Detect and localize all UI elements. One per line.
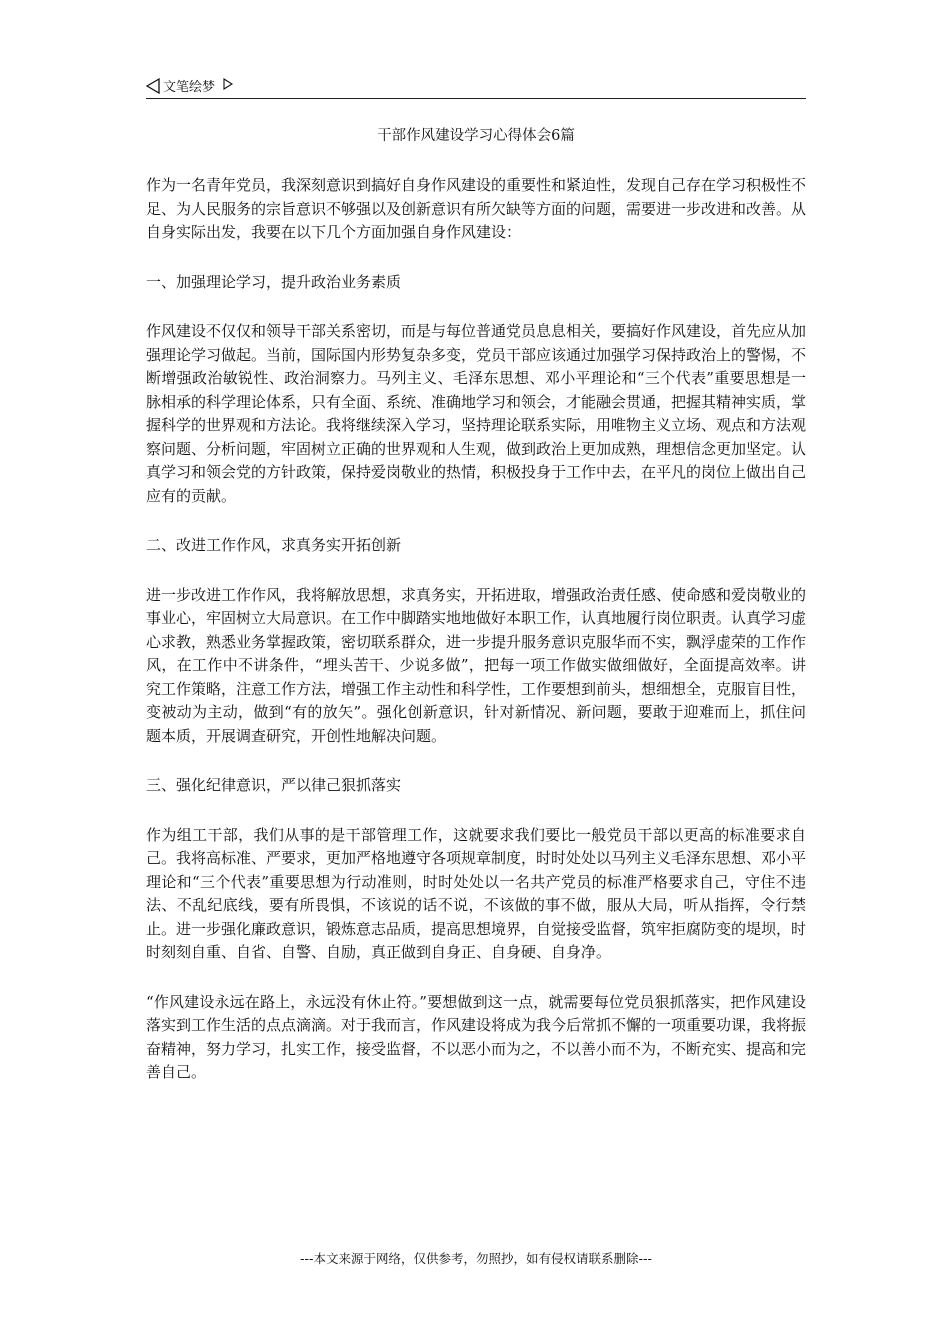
source-disclaimer: ---本文来源于网络，仅供参考，勿照抄，如有侵权请联系删除--- [299, 1251, 653, 1266]
closing-paragraph: “作风建设永远在路上，永远没有休止符。”要想做到这一点，就需要每位党员狠抓落实，把作风建设落实到工作生活的点点滴滴。对于我而言，作风建设将成为我今后常抓不懈的一项重要功课，我将振奋精神，努力学习，扎实工作，接受监督，不以恶小而为之，不以善小而不为，不断充实、提高和完善自己。 [146, 992, 807, 1081]
intro-paragraph: 作为一名青年党员，我深刻意识到搞好自身作风建设的重要性和紧迫性，发现自己存在学习积极性不足、为人民服务的宗旨意识不够强以及创新意识有所欠缺等方面的问题，需要进一步改进和改善。从自身实际出发，我要在以下几个方面加强自身作风建设： [146, 176, 807, 241]
section-heading-3: 三、强化纪律意识，严以律己狠抓落实 [146, 776, 402, 794]
section-body-3: 作为组工干部，我们从事的是干部管理工作，这就要求我们要比一般党员干部以更高的标准要求自己。我将高标准、严要求，更加严格地遵守各项规章制度，时时处处以马列主义毛泽东思想、邓小平理论和“三个代表”重要思想为行动准则，时时处处以一名共产党员的标准严格要求自己，守住不违法、不乱纪底线，要有所畏惧，不该说的话不说，不该做的事不做，服从大局，听从指挥，令行禁止。进一步强化廉政意识，锻炼意志品质，提高思想境界，自觉接受监督，筑牢拒腐防变的堤坝，时时刻刻自重、自省、自警、自励，真正做到自身正、自身硬、自身净。 [146, 825, 807, 961]
section-body-2: 进一步改进工作作风，我将解放思想，求真务实，开拓进取，增强政治责任感、使命感和爱岗敬业的事业心，牢固树立大局意识。在工作中脚踏实地地做好本职工作，认真地履行岗位职责。认真学习虚心求教，熟悉业务掌握政策，密切联系群众，进一步提升服务意识克服华而不实，飘浮虚荣的工作作风，在工作中不讲条件，“埋头苦干、少说多做”，把每一项工作做实做细做好，全面提高效率。讲究工作策略，注意工作方法，增强工作主动性和科学性，工作要想到前头，想细想全，克服盲目性，变被动为主动，做到“有的放矢”。强化创新意识，针对新情况、新问题，要敢于迎难而上，抓住问题本质，开展调查研究，开创性地解决问题。 [146, 585, 807, 745]
document-body [146, 174, 806, 1111]
section-heading-2: 二、改进工作作风，求真务实开拓创新 [146, 536, 402, 554]
section-heading-1: 一、加强理论学习，提升政治业务素质 [146, 272, 402, 291]
section-body-1: 作风建设不仅仅和领导干部关系密切，而是与每位普通党员息息相关，要搞好作风建设，首先应从加强理论学习做起。当前，国际国内形势复杂多变，党员干部应该通过加强学习保持政治上的警惕，不断增强政治敏锐性、政治洞察力。马列主义、毛泽东思想、邓小平理论和“三个代表”重要思想是一脉相承的科学理论体系，只有全面、系统、准确地学习和领会，才能融会贯通，把握其精神实质，掌握科学的世界观和方法论。我将继续深入学习，坚持理论联系实际，用唯物主义立场、观点和方法观察问题、分析问题，牢固树立正确的世界观和人生观，做到政治上更加成熟，理想信念更加坚定。认真学习和领会党的方针政策，保持爱岗敬业的热情，积极投身于工作中去，在平凡的岗位上做出自己应有的贡献。 [146, 322, 807, 505]
document-title: 干部作风建设学习心得体会6篇 [377, 128, 575, 144]
triangle-right-icon [223, 78, 233, 90]
header-brand [146, 76, 233, 95]
page-header [146, 74, 806, 99]
triangle-left-icon [146, 78, 160, 94]
brand-text: 文笔绘梦 [163, 80, 216, 95]
